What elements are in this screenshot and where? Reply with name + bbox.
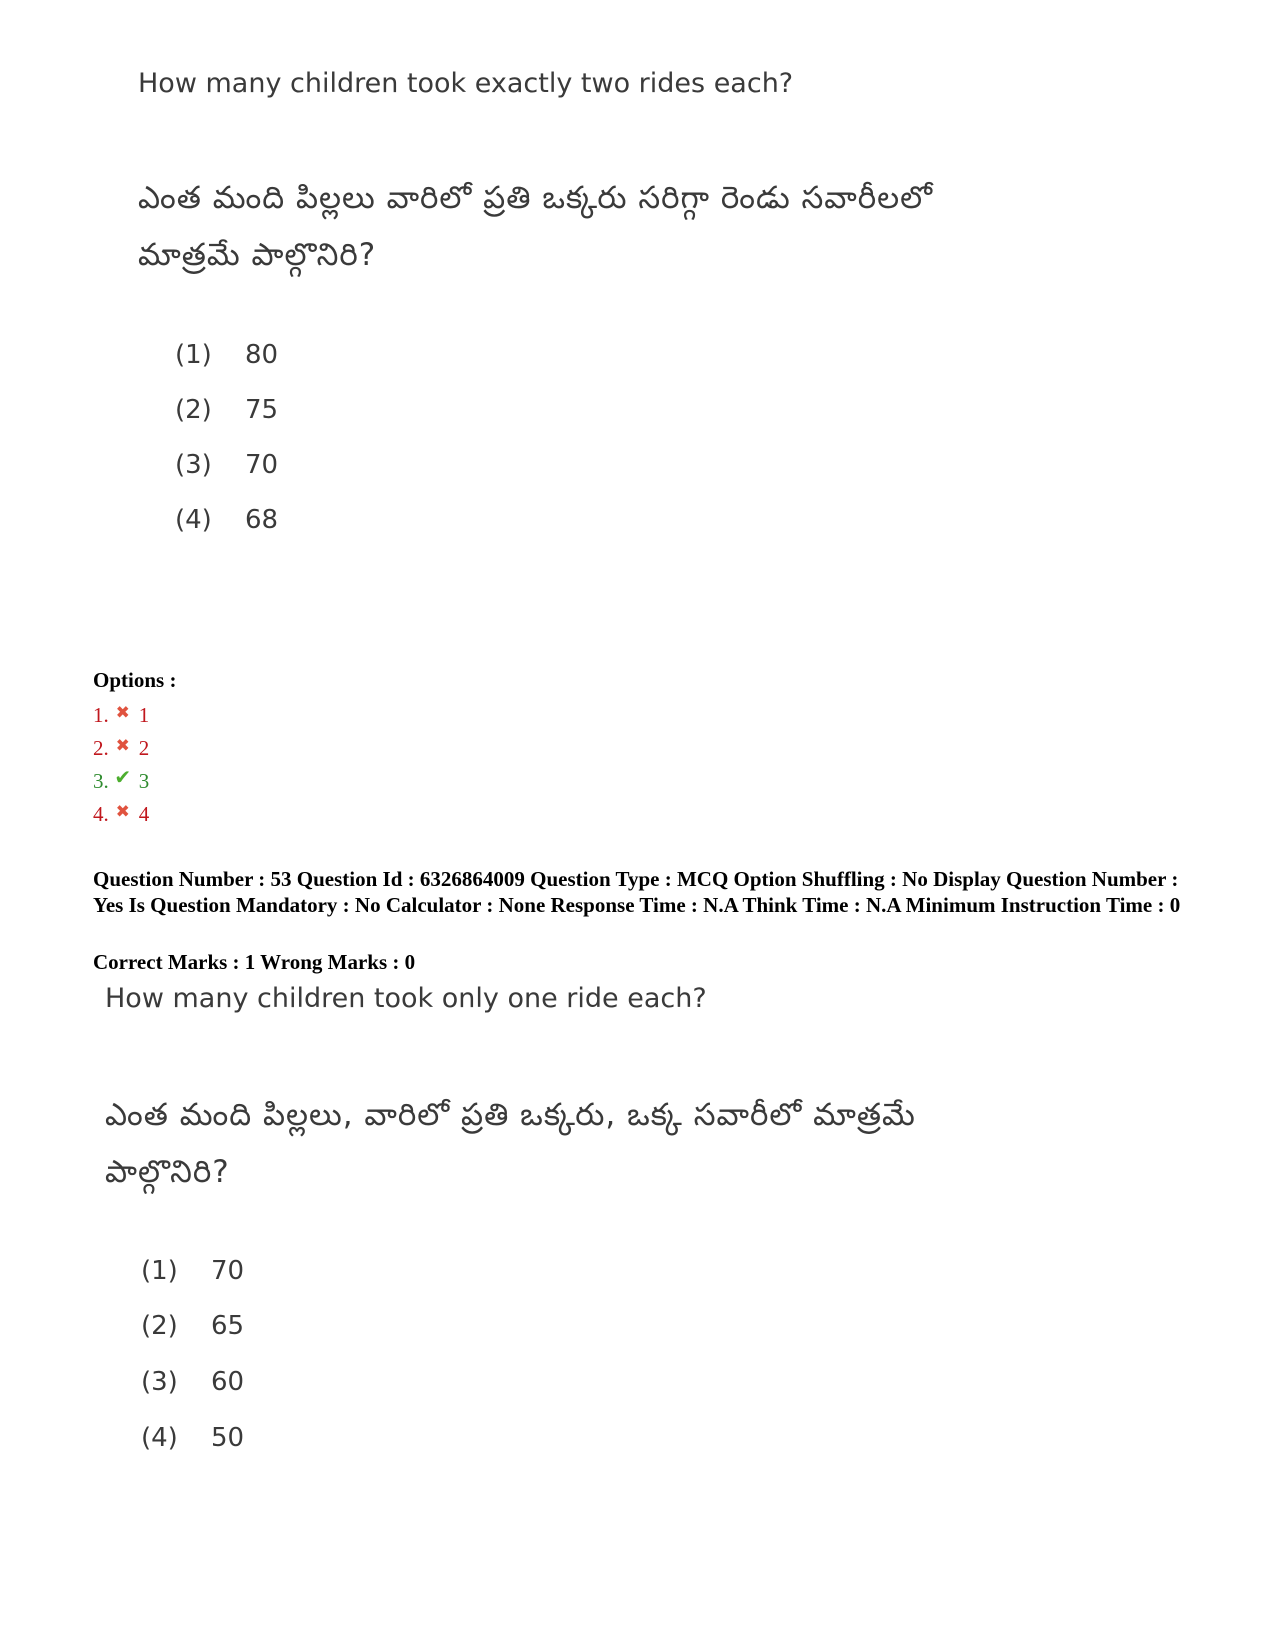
answer-option-correct bbox=[93, 769, 149, 794]
choice-number: (3) bbox=[141, 1367, 178, 1397]
choice-value: 50 bbox=[211, 1423, 245, 1453]
question-text-telugu bbox=[138, 170, 933, 284]
choice-number: (4) bbox=[175, 505, 212, 535]
answer-option bbox=[93, 802, 149, 827]
choice-value: 70 bbox=[211, 1256, 245, 1286]
choice-value: 75 bbox=[245, 395, 279, 425]
answer-index: 3. bbox=[93, 769, 109, 793]
question-text-telugu-line-2: పాల్గొనిరి? bbox=[105, 1154, 230, 1190]
answer-option bbox=[93, 703, 149, 728]
question-text-telugu-line-1: ఎంత మంది పిల్లలు, వారిలో ప్రతి ఒక్కరు, ఒక్క సవారీలో మాత్రమే bbox=[105, 1097, 916, 1133]
choice-row bbox=[175, 505, 278, 535]
choice-row bbox=[141, 1367, 244, 1397]
cross-icon: ✖ bbox=[115, 802, 130, 821]
choice-row bbox=[141, 1256, 244, 1286]
choice-row bbox=[141, 1423, 244, 1453]
choice-number: (2) bbox=[175, 395, 212, 425]
options-heading: Options : bbox=[93, 668, 177, 692]
question-marks: Correct Marks : 1 Wrong Marks : 0 bbox=[93, 950, 416, 974]
choice-number: (4) bbox=[141, 1423, 178, 1453]
answer-label: 2 bbox=[138, 736, 150, 760]
choice-value: 70 bbox=[245, 450, 279, 480]
cross-icon: ✖ bbox=[115, 736, 130, 755]
choice-value: 65 bbox=[211, 1311, 245, 1341]
cross-icon: ✖ bbox=[115, 703, 130, 722]
question-text-english: How many children took only one ride each? bbox=[105, 983, 707, 1014]
answer-index: 2. bbox=[93, 736, 109, 760]
choice-number: (2) bbox=[141, 1311, 178, 1341]
question-metadata: Question Number : 53 Question Id : 6326864009 Question Type : MCQ Option Shuffling : No Display Question Number : Yes Is Question Mandatory : No Calculator : None Response Time : N.A Think Time : N.A Minimum Instruction Time : 0 bbox=[93, 867, 1181, 917]
choice-value: 80 bbox=[245, 340, 279, 370]
choice-number: (1) bbox=[141, 1256, 178, 1286]
answer-label: 4 bbox=[138, 802, 150, 826]
question-text-english: How many children took exactly two rides each? bbox=[138, 68, 794, 99]
choice-row bbox=[141, 1311, 244, 1341]
choice-number: (3) bbox=[175, 450, 212, 480]
choice-value: 68 bbox=[245, 505, 279, 535]
answer-index: 1. bbox=[93, 703, 109, 727]
choice-row bbox=[175, 395, 278, 425]
answer-label: 3 bbox=[138, 769, 150, 793]
answer-label: 1 bbox=[138, 703, 150, 727]
answer-option bbox=[93, 736, 149, 761]
choice-row bbox=[175, 340, 278, 370]
choice-number: (1) bbox=[175, 340, 212, 370]
choice-value: 60 bbox=[211, 1367, 245, 1397]
question-text-telugu bbox=[105, 1087, 916, 1201]
choice-row bbox=[175, 450, 278, 480]
question-text-telugu-line-1: ఎంత మంది పిల్లలు వారిలో ప్రతి ఒక్కరు సరిగ్గా రెండు సవారీలలో bbox=[138, 180, 934, 216]
answer-index: 4. bbox=[93, 802, 109, 826]
question-text-telugu-line-2: మాత్రమే పాల్గొనిరి? bbox=[138, 237, 377, 273]
check-icon: ✔ bbox=[114, 767, 132, 789]
